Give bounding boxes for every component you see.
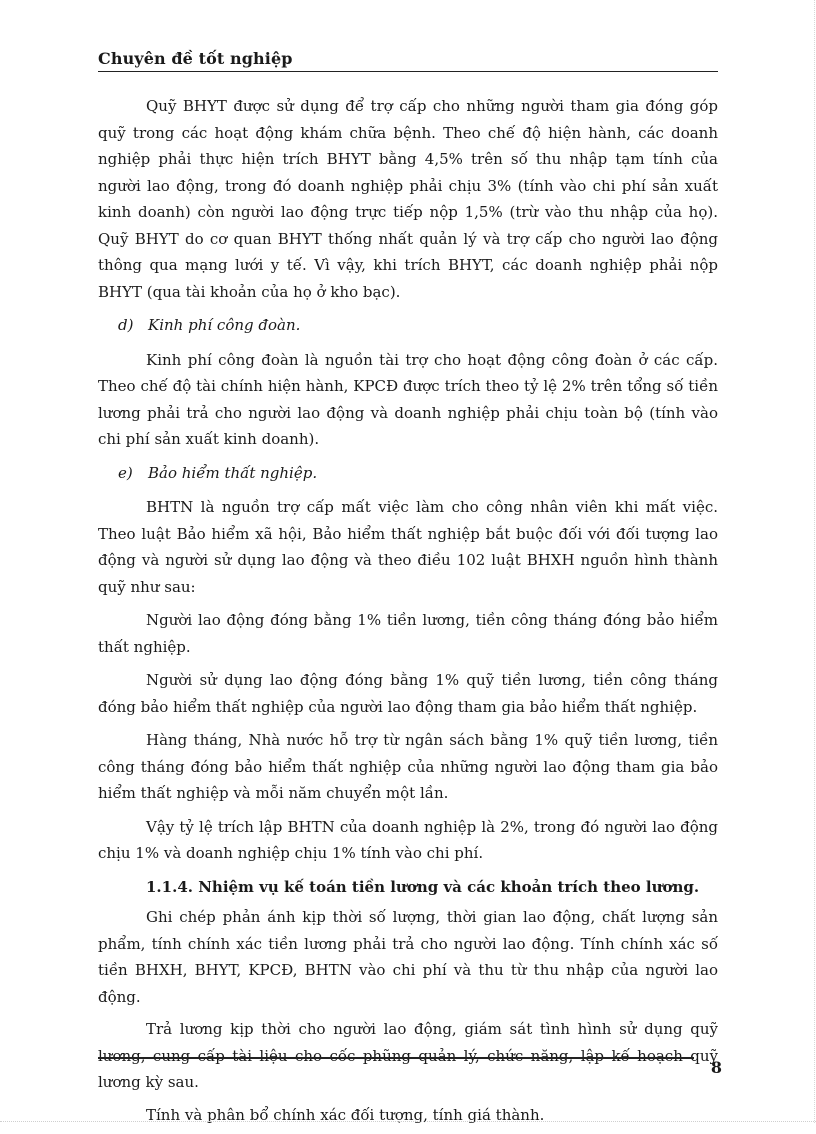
paragraph-nhiem-vu-2: Trả lương kịp thời cho người lao động, giám sát tình hình sử dụng quỹ lương, cung cấp tài liệu cho cốc phũng quản lý, chức năng, lập kế hoạch quỹ lương kỳ sau. <box>98 1020 718 1091</box>
heading-e-marker: e) <box>118 463 133 482</box>
heading-d-text: Kinh phí công đoàn. <box>148 316 301 334</box>
paragraph-bhtn-nha-nuoc: Hàng tháng, Nhà nước hỗ trợ từ ngân sách bằng 1% quỹ tiền lương, tiền công tháng đóng bảo hiểm thất nghiệp của những người lao động tham gia bảo hiểm thất nghiệp và mỗi năm chuyển một lần. <box>98 731 718 802</box>
section-heading-1-1-4: 1.1.4. Nhiệm vụ kế toán tiền lương và các khoản trích theo lương. <box>146 877 700 896</box>
heading-bao-hiem-that-nghiep <box>98 460 718 487</box>
heading-kinh-phi-cong-doan <box>98 312 718 339</box>
paragraph-bhyt: Quỹ BHYT được sử dụng để trợ cấp cho những người tham gia đóng góp quỹ trong các hoạt động khám chữa bệnh. Theo chế độ hiện hành, các doanh nghiệp phải thực hiện trích BHYT bằng 4,5% trên số thu nhập tạm tính của người lao động, trong đó doanh nghiệp phải chịu 3% (tính vào chi phí sản xuất kinh doanh) còn người lao động trực tiếp nộp 1,5% (trừ vào thu nhập của họ). Quỹ BHYT do cơ quan BHYT thống nhất quản lý và trợ cấp cho người lao động thông qua mạng lưới y tế. Vì vậy, khi trích BHYT, các doanh nghiệp phải nộp BHYT (qua tài khoản của họ ở kho bạc). <box>98 97 718 301</box>
paragraph-bhtn-nguoi-su-dung: Người sử dụng lao động đóng bằng 1% quỹ tiền lương, tiền công tháng đóng bảo hiểm thất nghiệp của người lao động tham gia bảo hiểm thất nghiệp. <box>98 671 718 716</box>
paragraph-kpcd: Kinh phí công đoàn là nguồn tài trợ cho hoạt động công đoàn ở các cấp. Theo chế độ tài chính hiện hành, KPCĐ được trích theo tỷ lệ 2% trên tổng số tiền lương phải trả cho người lao động và doanh nghiệp phải chịu toàn bộ (tính vào chi phí sản xuất kinh doanh). <box>98 350 718 448</box>
heading-e-text: Bảo hiểm thất nghiệp. <box>148 463 318 482</box>
header-divider <box>98 71 718 72</box>
page-header-title: Chuyên đề tốt nghiệp <box>98 49 293 68</box>
paragraph-nhiem-vu-1: Ghi chép phản ánh kịp thời số lượng, thời gian lao động, chất lượng sản phẩm, tính chính xác tiền lương phải trả cho người lao động. Tính chính xác số tiền BHXH, BHYT, KPCĐ, BHTN vào chi phí và thu từ thu nhập của người lao động. <box>98 908 718 1006</box>
heading-d-marker: d) <box>118 316 134 334</box>
page-number: 8 <box>710 1058 722 1077</box>
paragraph-bhtn-intro: BHTN là nguồn trợ cấp mất việc làm cho công nhân viên khi mất việc. Theo luật Bảo hiểm xã hội, Bảo hiểm thất nghiệp bắt buộc đối với đối tượng lao động và người sử dụng lao động và theo điều 102 luật BHXH nguồn hình thành quỹ như sau: <box>98 498 718 596</box>
paragraph-bhtn-nguoi-lao-dong: Người lao động đóng bằng 1% tiền lương, tiền công tháng đóng bảo hiểm thất nghiệp. <box>98 611 718 656</box>
paragraph-bhtn-ty-le: Vậy tỷ lệ trích lập BHTN của doanh nghiệp là 2%, trong đó người lao động chịu 1% và doanh nghiệp chịu 1% tính vào chi phí. <box>98 817 718 862</box>
page-right-edge <box>814 0 815 1123</box>
footer-divider <box>98 1057 694 1059</box>
document-body <box>98 93 718 1134</box>
page-bottom-edge <box>0 1121 816 1122</box>
paragraph-nhiem-vu-3: Tính và phân bổ chính xác đối tượng, tính giá thành. <box>146 1105 545 1124</box>
